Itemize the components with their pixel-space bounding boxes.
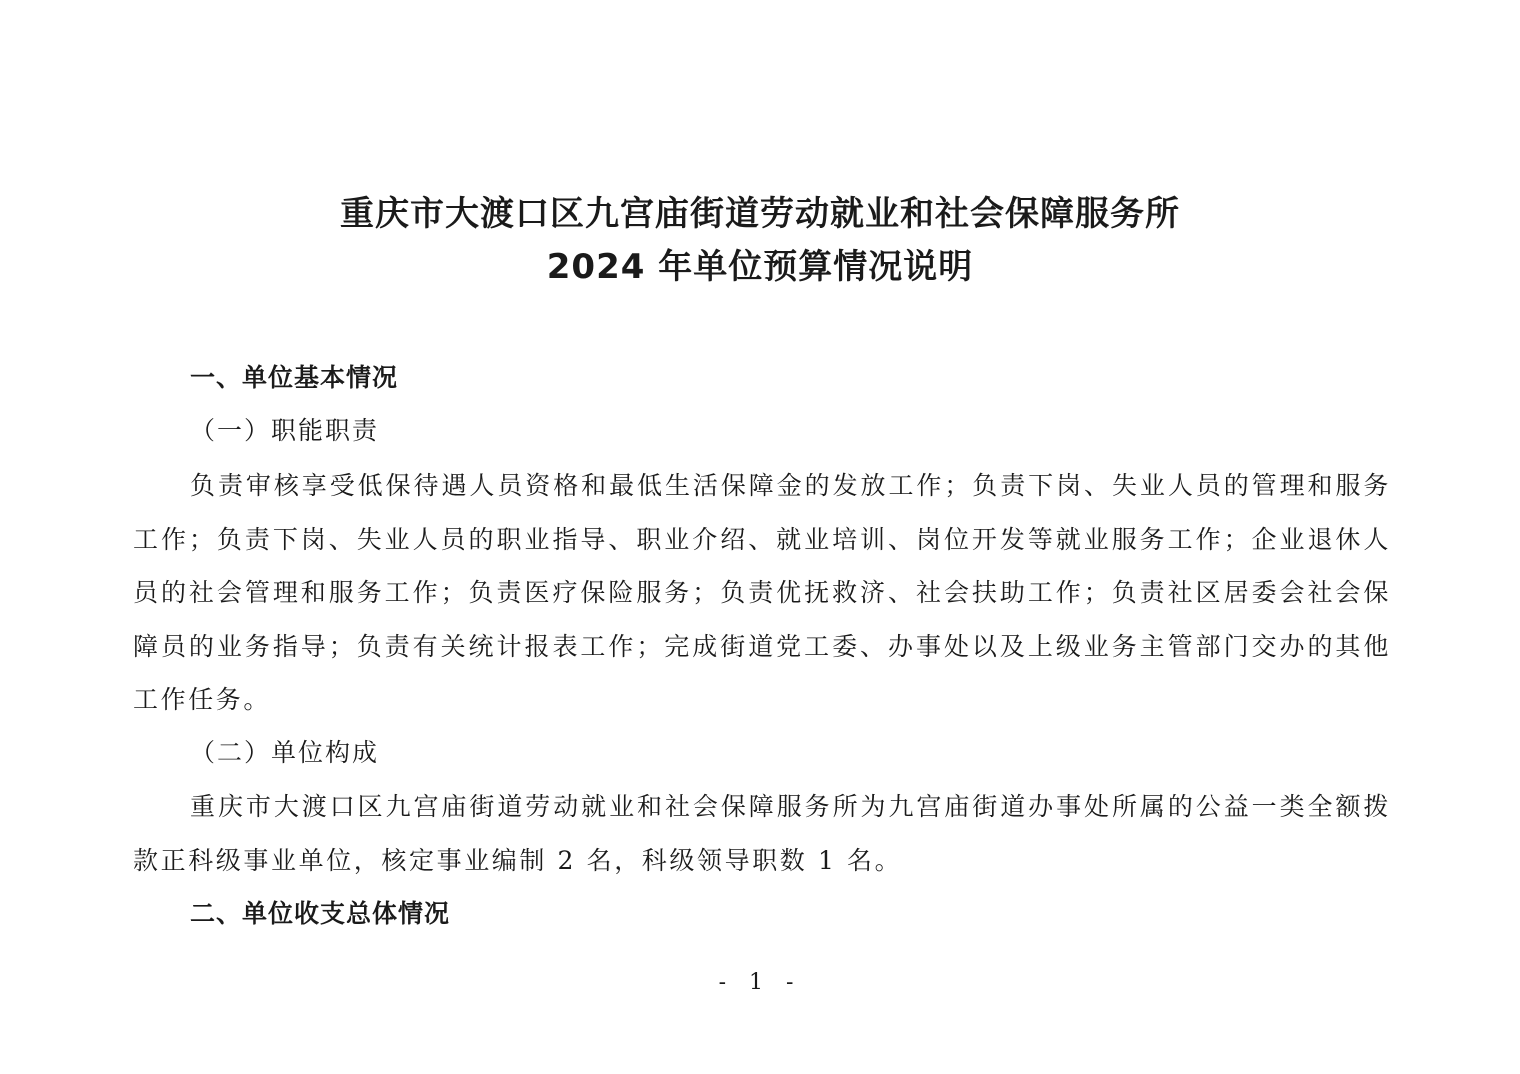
section-heading-basic-info: 一、单位基本情况 (190, 363, 399, 392)
section-heading-income-expenditure: 二、单位收支总体情况 (190, 899, 451, 928)
document-title-line-2: 2024 年单位预算情况说明 (546, 247, 974, 287)
subsection-heading-composition: （二）单位构成 (190, 738, 380, 767)
document-title-line-1: 重庆市大渡口区九宫庙街道劳动就业和社会保障服务所 (340, 194, 1180, 234)
page-number: - 1 - (718, 970, 802, 995)
composition-paragraph: 重庆市大渡口区九宫庙街道劳动就业和社会保障服务所为九宫庙街道办事处所属的公益一类全额拨款正科级事业单位，核定事业编制 2 名，科级领导职数 1 名。 (133, 792, 1391, 875)
subsection-heading-duties: （一）职能职责 (190, 416, 380, 445)
duties-paragraph: 负责审核享受低保待遇人员资格和最低生活保障金的发放工作；负责下岗、失业人员的管理和服务工作；负责下岗、失业人员的职业指导、职业介绍、就业培训、岗位开发等就业服务工作；企业退休人员的社会管理和服务工作；负责医疗保险服务；负责优抚救济、社会扶助工作；负责社区居委会社会保障员的业务指导；负责有关统计报表工作；完成街道党工委、办事处以及上级业务主管部门交办的其他工作任务。 (133, 471, 1391, 714)
